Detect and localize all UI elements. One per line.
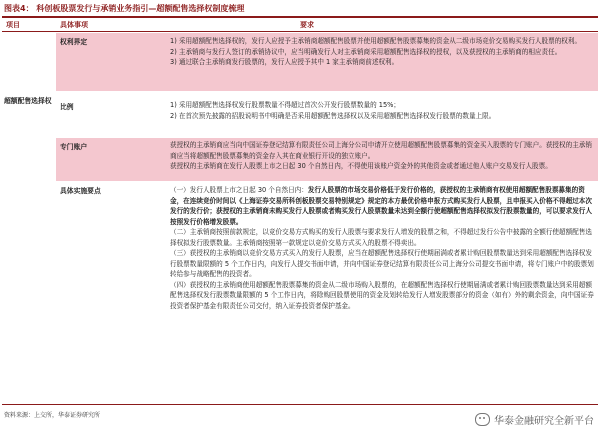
implementation-point-3: （三）获授权的主承销商以竞价交易方式买入的发行人股票，应当在超额配售选择权行使期届满或者累计购回股票数量达到采用超额配售选择权发行股票数量限额的 5 个工作日内，向发行人提交书面申请，并向中国证券登记结算有限责任公司上海分公司提交书面申请，将专门账户中的股票划转给参与战略配售的投资者。: [170, 249, 594, 278]
column-header-detail: 具体事项: [60, 21, 88, 29]
header-rule: [2, 31, 598, 32]
figure-title: 图表4： 科创板股票发行与承销业务指引—超额配售选择权制度梳理: [4, 4, 245, 13]
bottom-rule: [2, 404, 598, 405]
top-rule: [2, 16, 598, 18]
row-account-text: [170, 140, 594, 172]
implementation-point-4: （四）获授权的主承销商使用超额配售股票募集的资金从二级市场购入股票的，在超额配售选择权行使期届满或者累计购回股票数量达到采用超额配售选择权发行股票数量限额的 5 个工作日内，将除购回股票使用的资金及划转给发行人增发股票部分的资金（如有）外的剩余资金，向中国证券投资者保护基金有限责任公司交付，纳入证券投资者保护基金。: [170, 280, 594, 310]
row-ratio-label: 比例: [60, 103, 74, 111]
watermark: [475, 412, 594, 427]
section-label: 超额配售选择权: [4, 97, 52, 105]
rights-point-3: 3) 通过联合主承销商发行股票的，发行人应授予其中 1 家主承销商前述权利。: [170, 58, 399, 66]
rights-point-2: 2) 主承销商与发行人签订的承销协议中，应当明确发行人对主承销商采用超额配售选择权的授权，以及获授权的主承销商的相应责任。: [170, 47, 562, 56]
source-note: 资料来源：上交所，华泰证券研究所: [4, 412, 101, 419]
row-rights-text: [170, 36, 594, 68]
implementation-point-1: （一）发行人股票上市之日起 30 个自然日内：发行人股票的市场交易价格低于发行价格的，获授权的主承销商有权使用超额配售股票募集的资金，在连续竞价时间以《上海证券交易所科创板股票交易特别规定》规定的本方最优价格申报方式购买发行人股票，且申报买入价格不得超过本次发行的发行价；获授权的主承销商未购买发行人股票或者购买发行人股票数量未达到全额行使超额配售选择权拟发行股票数量的，可以要求发行人按照发行价格增发股票。: [170, 186, 592, 226]
watermark-text: 华泰金融研究全新平台: [494, 416, 594, 427]
ratio-point-1: 1) 采用超额配售选择权发行股票数量不得超过首次公开发行股票数量的 15%；: [170, 101, 401, 109]
account-point-2: 获授权的主承销商在发行人股票上市之日起 30 个自然日内，不得使用该账户资金外的其他资金或者通过他人账户交易发行人股票。: [170, 162, 552, 170]
row-rights-label: 权利界定: [60, 38, 88, 46]
implementation-point-2: （二）主承销商按照前款规定，以竞价交易方式购买的发行人股票与要求发行人增发的股票之和，不得超过发行公告中披露的全额行使超额配售选择权拟发行股票数量。主承销商按照第一款规定以竞价交易方式买入的股票不得卖出。: [170, 228, 592, 247]
row-implementation-label: 具体实施要点: [60, 187, 101, 195]
row-ratio-text: [170, 100, 594, 121]
column-header-item: 项目: [6, 21, 20, 29]
row-implementation-text: [170, 185, 594, 311]
wechat-icon: [475, 413, 490, 426]
ratio-point-2: 2) 在首次预先披露的招股说明书中明确是否采用超额配售选择权以及采用超额配售选择权发行股票的数量上限。: [170, 111, 496, 120]
column-header-requirement: 要求: [300, 21, 314, 29]
account-point-1: 获授权的主承销商应当向中国证券登记结算有限责任公司上海分公司申请开立使用超额配售股票募集的资金买入股票的专门账户。获授权的主承销商应当将超额配售股票募集的资金存入其在商业银行开设的独立账户。: [170, 141, 592, 160]
rights-point-1: 1) 采用超额配售选择权的，发行人应授予主承销商超额配售股票并使用超额配售股票募集的资金从二级市场竞价交易购买发行人股票的权利。: [170, 37, 582, 45]
row-account-label: 专门账户: [60, 143, 88, 151]
